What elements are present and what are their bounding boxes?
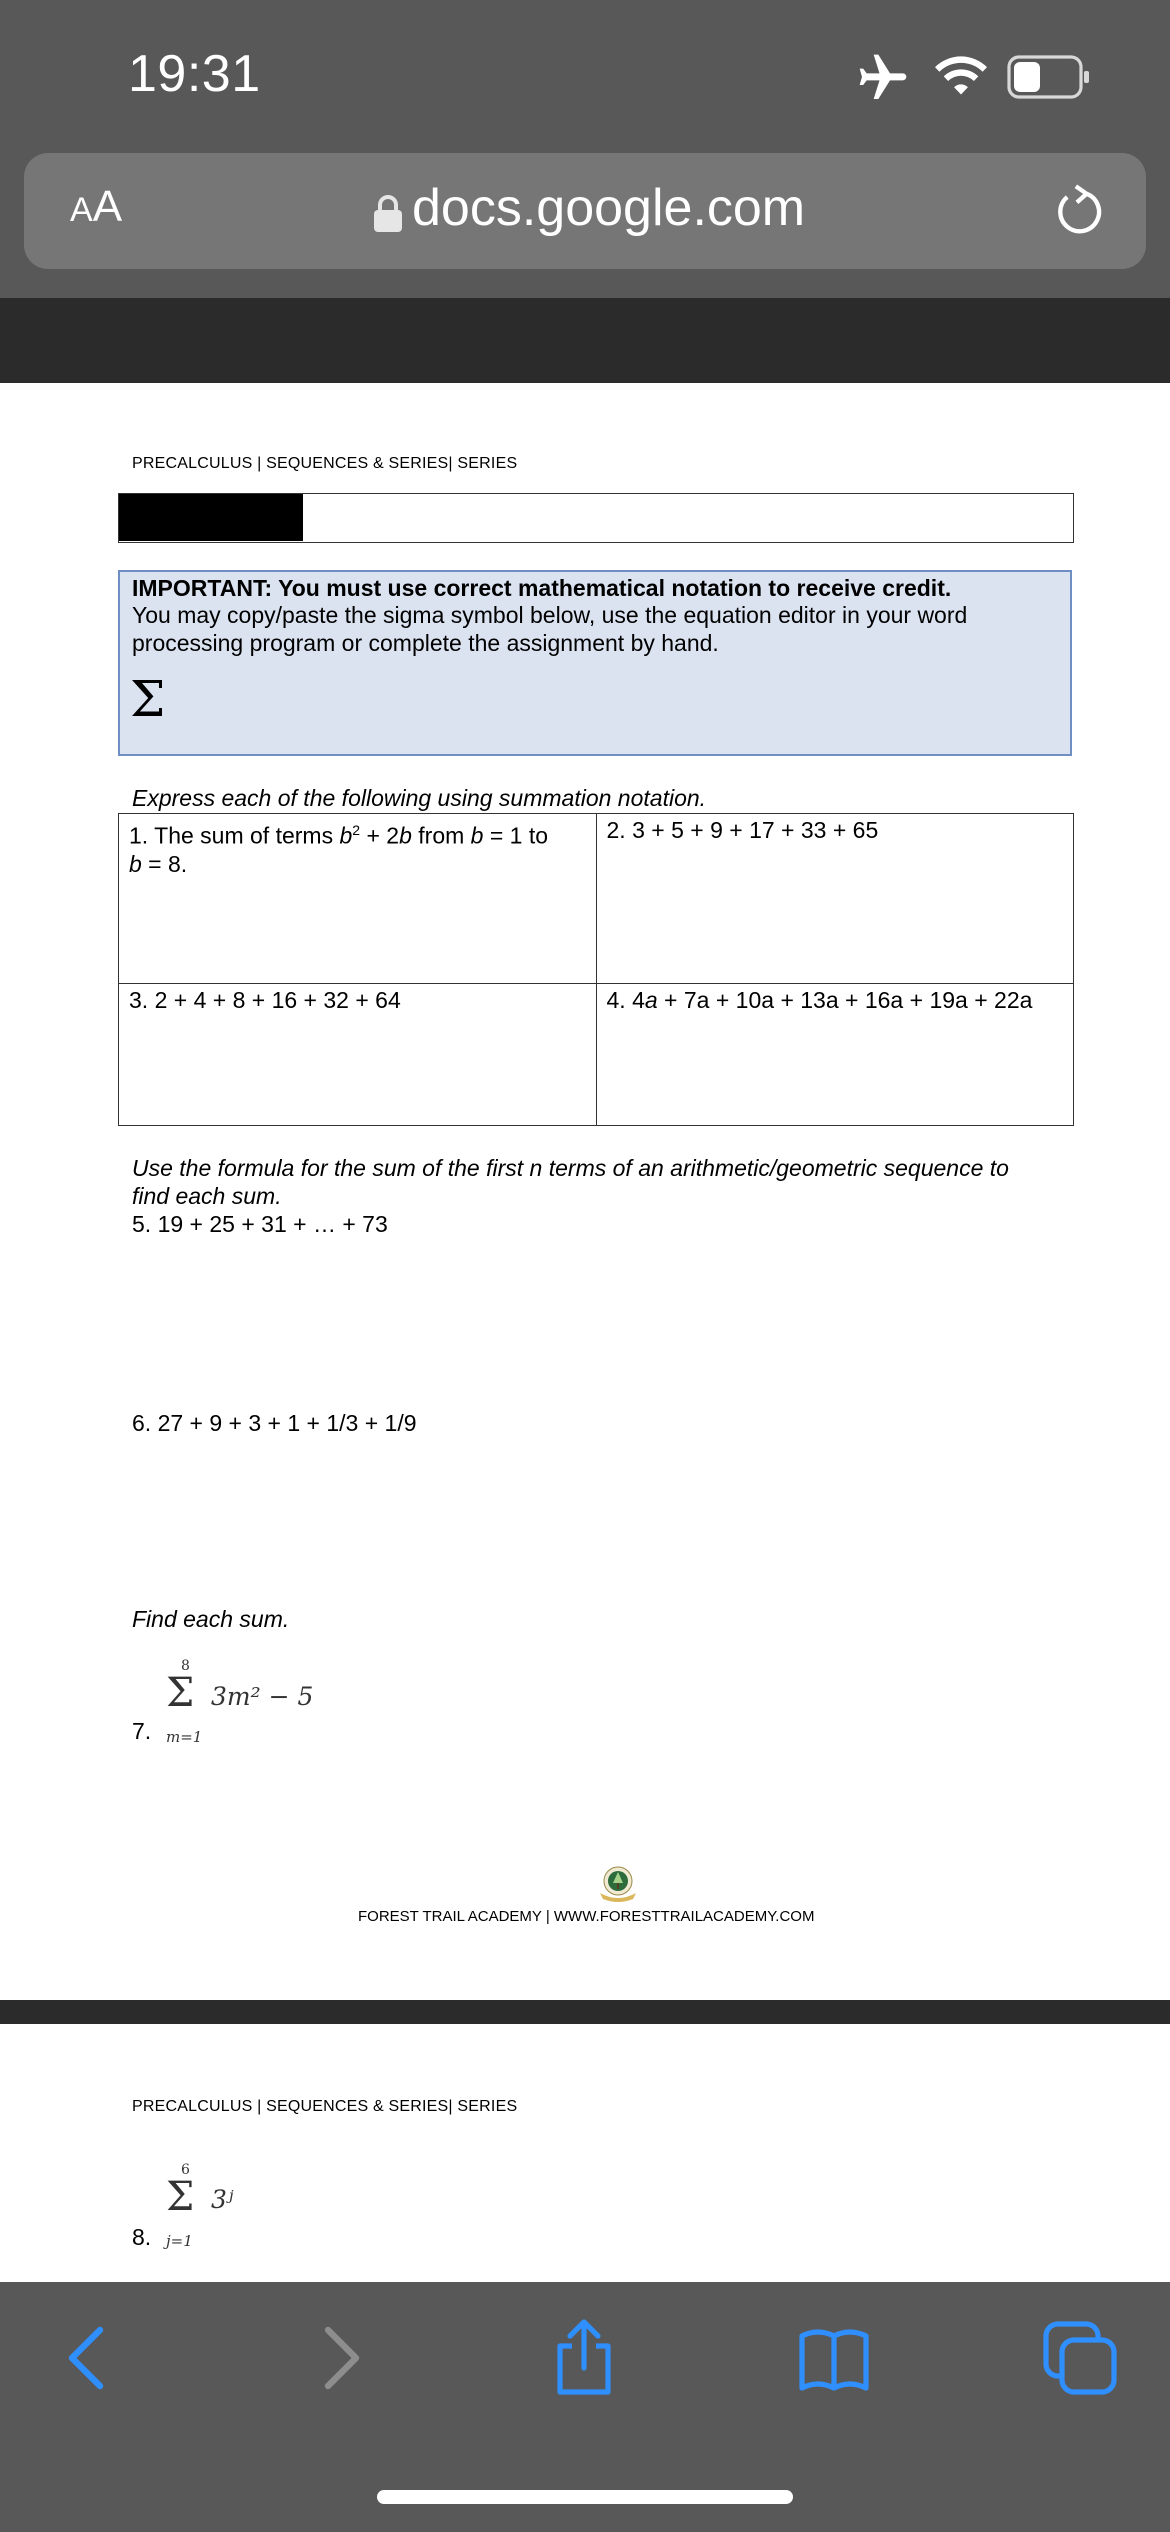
find-each-instruction: Find each sum. bbox=[132, 1606, 290, 1632]
q8-expression: 3ʲ bbox=[211, 2185, 234, 2214]
battery-icon bbox=[1007, 55, 1091, 99]
q1-text: 1. The sum of terms bbox=[129, 822, 340, 849]
document-top-band bbox=[0, 298, 1170, 383]
important-title: IMPORTANT: You must use correct mathematical notation to receive credit. bbox=[132, 575, 952, 601]
question-8-number: 8. bbox=[132, 2224, 152, 2250]
summation-table bbox=[118, 813, 1074, 1126]
q7-lower-limit: m=1 bbox=[166, 1728, 203, 1746]
redacted-name bbox=[119, 494, 303, 541]
question-5: 5. 19 + 25 + 31 + … + 73 bbox=[132, 1211, 388, 1237]
express-instruction: Express each of the following using summation notation. bbox=[132, 785, 707, 811]
q7-sigma: Σ bbox=[166, 1670, 195, 1716]
q1-var: b bbox=[339, 822, 353, 849]
q8-upper-limit: 6 bbox=[181, 2162, 190, 2178]
tabs-icon[interactable] bbox=[1040, 2318, 1120, 2398]
reader-text-size-button[interactable] bbox=[70, 182, 122, 232]
q1-var: b bbox=[399, 822, 412, 849]
wifi-icon bbox=[933, 52, 989, 98]
page-footer: FOREST TRAIL ACADEMY | WWW.FORESTTRAILACADEMY.COM bbox=[358, 1908, 815, 1925]
status-time: 19:31 bbox=[128, 45, 261, 103]
bookmarks-icon[interactable] bbox=[794, 2318, 874, 2398]
table-cell-q4 bbox=[596, 984, 1074, 1126]
q7-upper-limit: 8 bbox=[181, 1658, 190, 1674]
share-icon[interactable] bbox=[544, 2318, 624, 2398]
url-text[interactable]: docs.google.com bbox=[412, 179, 806, 237]
q8-sigma: Σ bbox=[166, 2174, 195, 2220]
aa-large-label: A bbox=[92, 182, 123, 231]
airplane-mode-icon bbox=[855, 50, 911, 106]
sigma-symbol: Σ bbox=[130, 670, 166, 728]
q8-lower-limit: j=1 bbox=[166, 2232, 193, 2250]
important-text-line: processing program or complete the assignment by hand. bbox=[132, 630, 719, 656]
aa-small-label: A bbox=[70, 191, 93, 229]
q7-expression: 3m² − 5 bbox=[211, 1682, 314, 1711]
q1-text: from bbox=[411, 822, 471, 849]
reload-icon[interactable] bbox=[1052, 183, 1104, 239]
q4-text: + 7a + 10a + 13a + 16a + 19a + 22a bbox=[657, 987, 1033, 1013]
q1-text: = 8. bbox=[141, 850, 188, 877]
table-cell-q2: 2. 3 + 5 + 9 + 17 + 33 + 65 bbox=[596, 814, 1074, 984]
formula-instruction: Use the formula for the sum of the first n terms of an arithmetic/geometric sequence to bbox=[132, 1155, 1009, 1181]
q1-text: + 2 bbox=[360, 822, 400, 849]
lock-icon bbox=[372, 194, 404, 234]
q4-var: a bbox=[644, 987, 658, 1013]
home-indicator[interactable] bbox=[377, 2490, 793, 2504]
q1-var: b bbox=[470, 822, 484, 849]
important-text-line: You may copy/paste the sigma symbol below, use the equation editor in your word bbox=[132, 602, 968, 628]
table-cell-q1 bbox=[119, 814, 597, 984]
forward-chevron-icon[interactable] bbox=[300, 2318, 380, 2398]
question-6: 6. 27 + 9 + 3 + 1 + 1/3 + 1/9 bbox=[132, 1410, 417, 1436]
q1-var: b bbox=[129, 850, 142, 877]
page-break bbox=[0, 2000, 1170, 2024]
page-header: PRECALCULUS | SEQUENCES & SERIES| SERIES bbox=[132, 455, 518, 472]
q4-text: 4. 4 bbox=[606, 987, 645, 1013]
q1-text: = 1 to bbox=[483, 822, 549, 849]
forest-trail-logo bbox=[595, 1863, 641, 1903]
table-cell-q3: 3. 2 + 4 + 8 + 16 + 32 + 64 bbox=[119, 984, 597, 1126]
q1-exponent: 2 bbox=[352, 822, 361, 838]
back-chevron-icon[interactable] bbox=[48, 2318, 128, 2398]
formula-instruction: find each sum. bbox=[132, 1183, 282, 1209]
page-header: PRECALCULUS | SEQUENCES & SERIES| SERIES bbox=[132, 2098, 518, 2115]
question-7-number: 7. bbox=[132, 1718, 152, 1744]
